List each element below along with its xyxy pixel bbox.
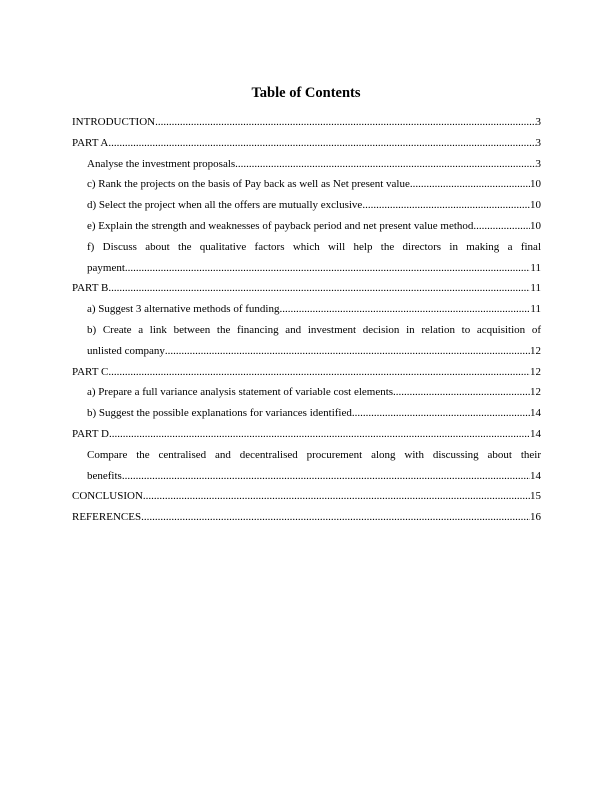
toc-entry-page: 15	[530, 490, 541, 503]
toc-entry-page: 12	[530, 365, 541, 378]
toc-entry-page: 14	[530, 407, 541, 420]
toc-entry-part-c[interactable]	[72, 362, 541, 383]
toc-entry-conclusion[interactable]	[72, 486, 541, 507]
toc-entry-qualitative-factors-line1[interactable]: f) Discuss about the qualitative factors which will help the directors in making a final	[87, 240, 541, 253]
toc-entry-page: 3	[535, 116, 541, 128]
toc-entry-page: 14	[530, 427, 541, 440]
table-of-contents	[72, 112, 541, 528]
toc-entry-rank-projects[interactable]	[72, 174, 541, 195]
toc-entry-text: INTRODUCTION	[72, 116, 156, 128]
toc-entry-page: 11	[530, 261, 541, 274]
toc-entry-text: d) Select the project when all the offers are mutually exclusive	[87, 199, 363, 212]
toc-entry-text: b) Suggest the possible explanations for variances identified	[87, 407, 352, 420]
toc-entry-text: e) Explain the strength and weaknesses of payback period and net present value method	[87, 219, 474, 232]
toc-entry-variance-explanations[interactable]	[72, 403, 541, 424]
toc-entry-text: PART C	[72, 365, 109, 378]
toc-entry-page: 10	[530, 199, 541, 212]
toc-entry-text: c) Rank the projects on the basis of Pay back as well as Net present value	[87, 178, 410, 191]
toc-entry-text: CONCLUSION	[72, 490, 143, 503]
toc-entry-introduction[interactable]	[72, 112, 541, 133]
toc-entry-financing-link-line1[interactable]: b) Create a link between the financing and investment decision in relation to acquisition of	[87, 323, 541, 336]
toc-entry-page: 12	[530, 386, 541, 399]
toc-entry-text: unlisted company	[87, 344, 165, 357]
toc-entry-page: 10	[530, 219, 541, 232]
toc-entry-page: 3	[535, 157, 541, 170]
toc-entry-alternative-funding[interactable]	[72, 299, 541, 320]
toc-entry-variance-analysis[interactable]	[72, 382, 541, 403]
toc-entry-qualitative-factors[interactable]	[72, 258, 541, 279]
toc-entry-part-d[interactable]	[72, 424, 541, 445]
toc-entry-text: REFERENCES	[72, 511, 142, 524]
toc-entry-text: PART D	[72, 427, 109, 440]
toc-entry-text: payment	[87, 261, 125, 274]
toc-entry-page: 16	[530, 511, 541, 524]
toc-entry-page: 11	[530, 303, 541, 316]
toc-entry-page: 10	[530, 178, 541, 191]
toc-entry-text: a) Suggest 3 alternative methods of funding	[87, 303, 280, 316]
toc-entry-procurement[interactable]	[72, 466, 541, 487]
toc-entry-page: 11	[530, 282, 541, 295]
toc-entry-page: 12	[530, 344, 541, 357]
toc-title: Table of Contents	[251, 85, 361, 101]
toc-entry-procurement-line1[interactable]: Compare the centralised and decentralised procurement along with discussing about their	[87, 448, 541, 461]
toc-entry-text: Analyse the investment proposals	[87, 157, 236, 170]
toc-entry-explain-strengths[interactable]	[72, 216, 541, 237]
toc-entry-select-project[interactable]	[72, 195, 541, 216]
toc-entry-page: 3	[535, 136, 541, 149]
toc-entry-part-b[interactable]	[72, 278, 541, 299]
toc-entry-text: PART B	[72, 282, 109, 295]
toc-entry-part-a[interactable]	[72, 133, 541, 154]
toc-entry-text: PART A	[72, 136, 109, 149]
toc-entry-text: a) Prepare a full variance analysis statement of variable cost elements	[87, 386, 394, 399]
toc-entry-analyse-proposals[interactable]	[72, 154, 541, 175]
toc-entry-references[interactable]	[72, 507, 541, 528]
toc-entry-page: 14	[530, 469, 541, 482]
toc-entry-text: benefits	[87, 469, 122, 482]
toc-entry-financing-link[interactable]	[72, 341, 541, 362]
